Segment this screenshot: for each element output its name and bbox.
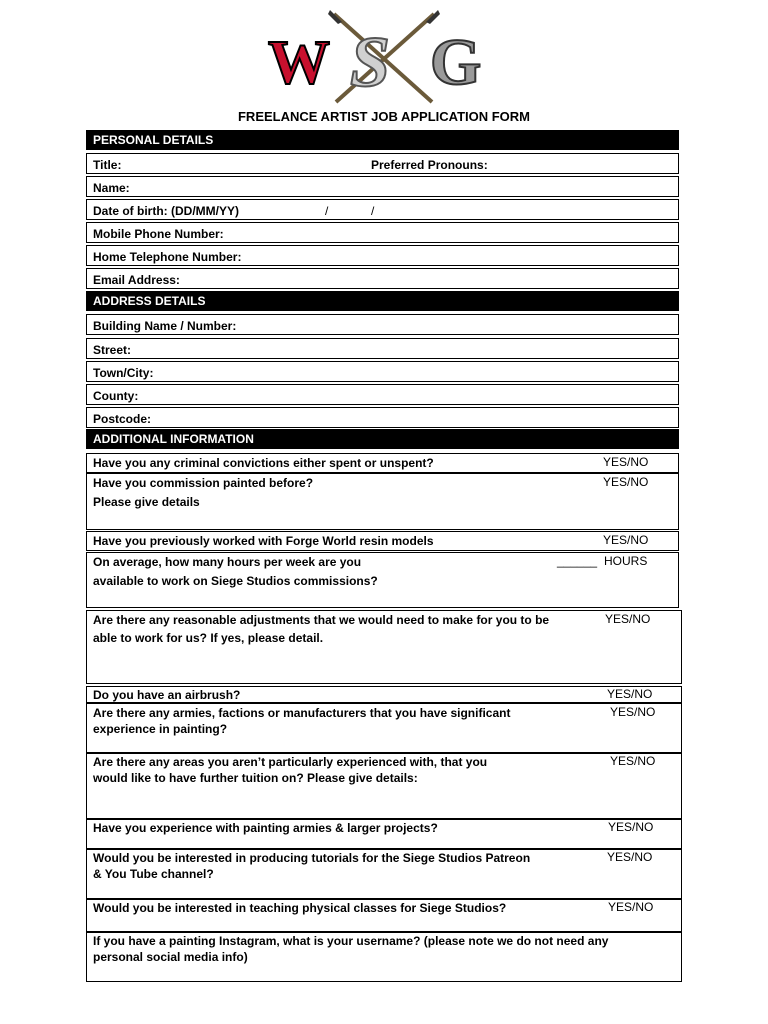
question-text: Have you experience with painting armies & larger projects?	[93, 821, 438, 835]
building-label: Building Name / Number:	[93, 319, 237, 333]
dob-separator: /	[325, 204, 329, 218]
town-field[interactable]	[86, 361, 679, 382]
question-hours-per-week[interactable]	[86, 552, 679, 608]
question-reasonable-adjustments[interactable]	[86, 610, 682, 684]
yes-no-option[interactable]: YES/NO	[603, 533, 649, 547]
section-header-personal: PERSONAL DETAILS	[86, 130, 679, 150]
question-text: Have you any criminal convictions either spent or unspent?	[93, 456, 434, 470]
question-text: On average, how many hours per week are you	[93, 555, 362, 569]
question-subtext: Please give details	[93, 495, 200, 509]
question-text: would like to have further tuition on? Please give details:	[93, 771, 418, 785]
question-commission-painted[interactable]	[86, 473, 679, 530]
question-physical-classes[interactable]	[86, 899, 682, 932]
question-text: experience in painting?	[93, 722, 228, 736]
logo-letter-s: S	[350, 22, 391, 102]
question-text: Are there any reasonable adjustments that we would need to make for you to be	[93, 613, 550, 627]
yes-no-option[interactable]: YES/NO	[607, 687, 653, 701]
yes-no-option[interactable]: YES/NO	[603, 475, 649, 489]
question-airbrush[interactable]	[86, 686, 682, 703]
question-text: able to work for us? If yes, please detail.	[93, 631, 324, 645]
question-text: personal social media info)	[93, 950, 248, 964]
title-label: Title:	[93, 158, 122, 172]
question-criminal-convictions[interactable]	[86, 453, 679, 473]
name-field[interactable]	[86, 176, 679, 197]
home-phone-label: Home Telephone Number:	[93, 250, 242, 264]
question-text: Are there any armies, factions or manufacturers that you have significant	[93, 706, 511, 720]
question-text: Have you commission painted before?	[93, 476, 314, 490]
dob-label: Date of birth: (DD/MM/YY)	[93, 204, 239, 218]
email-label: Email Address:	[93, 273, 180, 287]
yes-no-option[interactable]: YES/NO	[605, 612, 651, 626]
home-phone-field[interactable]	[86, 245, 679, 266]
yes-no-option[interactable]: YES/NO	[607, 850, 653, 864]
email-field[interactable]	[86, 268, 679, 289]
yes-no-option[interactable]: YES/NO	[608, 820, 654, 834]
yes-no-option[interactable]: YES/NO	[608, 900, 654, 914]
town-label: Town/City:	[93, 366, 154, 380]
question-text: Would you be interested in producing tutorials for the Siege Studios Patreon	[93, 851, 531, 865]
yes-no-option[interactable]: YES/NO	[603, 455, 649, 469]
question-text: If you have a painting Instagram, what is your username? (please note we do not need any	[93, 934, 609, 948]
mobile-label: Mobile Phone Number:	[93, 227, 224, 241]
title-field[interactable]	[86, 153, 679, 174]
building-field[interactable]	[86, 314, 679, 335]
hours-unit: HOURS	[604, 554, 648, 568]
street-label: Street:	[93, 343, 132, 357]
county-label: County:	[93, 389, 139, 403]
yes-no-option[interactable]: YES/NO	[610, 705, 656, 719]
question-larger-projects[interactable]	[86, 819, 682, 849]
question-text: Are there any areas you aren’t particularly experienced with, that you	[93, 755, 488, 769]
question-text: & You Tube channel?	[93, 867, 214, 881]
logo-letter-w: W	[268, 29, 330, 97]
question-text: Would you be interested in teaching physical classes for Siege Studios?	[93, 901, 507, 915]
question-tutorials[interactable]	[86, 849, 682, 899]
postcode-label: Postcode:	[93, 412, 152, 426]
logo-letter-g: G	[430, 26, 482, 99]
question-text: available to work on Siege Studios commissions?	[93, 574, 378, 588]
dob-separator: /	[371, 204, 375, 218]
mobile-field[interactable]	[86, 222, 679, 243]
question-further-tuition[interactable]	[86, 753, 682, 819]
wsg-logo	[262, 8, 506, 106]
postcode-field[interactable]	[86, 407, 679, 428]
pronouns-label: Preferred Pronouns:	[371, 158, 488, 172]
yes-no-option[interactable]: YES/NO	[610, 754, 656, 768]
hours-blank[interactable]: ______	[557, 554, 598, 568]
street-field[interactable]	[86, 338, 679, 359]
question-armies-factions[interactable]	[86, 703, 682, 753]
section-header-additional: ADDITIONAL INFORMATION	[86, 429, 679, 449]
question-instagram[interactable]	[86, 932, 682, 982]
form-title: FREELANCE ARTIST JOB APPLICATION FORM	[237, 109, 531, 124]
section-header-address: ADDRESS DETAILS	[86, 291, 679, 311]
county-field[interactable]	[86, 384, 679, 405]
question-text: Do you have an airbrush?	[93, 688, 241, 702]
question-forge-world[interactable]	[86, 531, 679, 551]
question-text: Have you previously worked with Forge World resin models	[93, 534, 434, 548]
dob-field[interactable]	[86, 199, 679, 220]
name-label: Name:	[93, 181, 130, 195]
